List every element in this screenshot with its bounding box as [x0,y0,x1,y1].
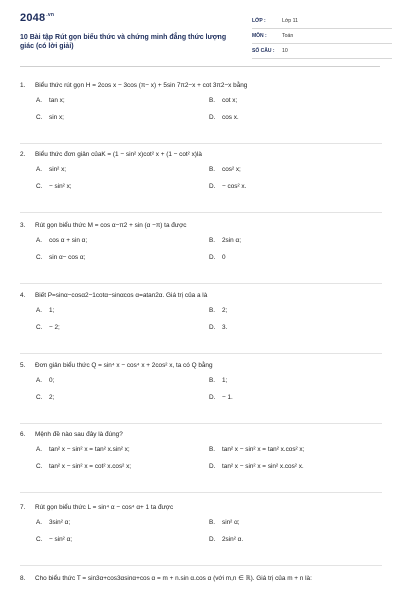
question-1 [20,82,382,144]
option-d[interactable] [209,536,382,553]
option-label: D. [209,254,216,261]
option-d[interactable] [209,463,382,480]
option-label: C. [36,324,43,331]
option-text: 1; [49,307,55,314]
question-number: 2. [20,151,26,158]
meta-value: Lớp 11 [282,18,298,24]
option-c[interactable] [36,394,209,411]
option-a[interactable] [36,519,209,536]
option-label: B. [209,97,216,104]
question-stem [20,362,382,370]
option-text: 3. [222,324,228,331]
question-text: Rút gọn biểu thức L = sin⁴ α − cos⁴ α+ 1 ta được [35,504,174,511]
options [20,97,382,131]
question-number: 8. [20,575,26,582]
option-a[interactable] [36,446,209,463]
option-text: − sin² α; [49,536,73,543]
option-text: 3sin² α; [49,519,71,526]
option-c[interactable] [36,254,209,271]
option-label: A. [36,377,43,384]
option-c[interactable] [36,536,209,553]
question-7 [20,504,382,566]
option-text: 1; [222,377,228,384]
option-b[interactable] [209,97,382,114]
option-label: C. [36,394,43,401]
question-divider [20,143,382,144]
question-stem [20,504,382,512]
meta-row-subject [252,29,392,44]
option-text: 2; [49,394,55,401]
option-label: B. [209,307,216,314]
question-divider [20,353,382,354]
option-label: D. [209,114,216,121]
option-label: A. [36,446,43,453]
option-text: sin x; [49,114,64,121]
option-b[interactable] [209,446,382,463]
question-2 [20,151,382,213]
option-d[interactable] [209,254,382,271]
question-number: 7. [20,504,26,511]
option-d[interactable] [209,183,382,200]
question-text: Rút gọn biểu thức M = cos α−π2 + sin (α −π) ta được [35,222,187,229]
header-divider [20,66,380,67]
question-number: 6. [20,431,26,438]
option-label: D. [209,183,216,190]
question-divider [20,283,382,284]
option-a[interactable] [36,377,209,394]
option-text: tan² x − sin² x = tan² x.sin² x; [49,446,130,453]
options [20,237,382,271]
question-text: Biết P=sinα−cosα2−1cotα−sinαcos α=atan2α. Giá trị của a là [35,292,208,299]
question-text: Cho biểu thức T = sin3α+cos3αsinα+cos α = m + n.sin α.cos α (với m,n ∈ ℝ). Giá trị của m + n là: [35,575,312,582]
option-c[interactable] [36,463,209,480]
option-label: C. [36,183,43,190]
option-text: sin² α; [222,519,240,526]
meta-value: Toán [282,33,294,39]
options [20,377,382,411]
question-4 [20,292,382,354]
option-a[interactable] [36,307,209,324]
option-label: A. [36,166,43,173]
option-d[interactable] [209,114,382,131]
question-divider [20,492,382,493]
option-text: cos x. [222,114,239,121]
option-label: C. [36,114,43,121]
options [20,307,382,341]
option-text: sin² x; [49,166,67,173]
option-c[interactable] [36,324,209,341]
option-label: B. [209,446,216,453]
option-b[interactable] [209,519,382,536]
options [20,519,382,553]
question-text: Biểu thức đơn giản củaK = (1 − sin² x)cot² x + (1 − cot² x)là [35,151,202,158]
option-text: cos² x; [222,166,241,173]
option-label: D. [209,324,216,331]
option-label: D. [209,536,216,543]
question-stem [20,292,382,300]
question-6 [20,431,382,493]
option-c[interactable] [36,183,209,200]
option-text: 2sin² α. [222,536,244,543]
question-divider [20,423,382,424]
option-text: cos α + sin α; [49,237,88,244]
option-a[interactable] [36,166,209,183]
question-divider [20,565,382,566]
option-text: tan² x − sin² x = cot² x.cos² x; [49,463,132,470]
option-label: D. [209,463,216,470]
option-b[interactable] [209,377,382,394]
options [20,446,382,480]
document-title: 10 Bài tập Rút gọn biểu thức và chứng minh đẳng thức lượng giác (có lời giải) [20,34,227,50]
option-text: 2sin α; [222,237,241,244]
meta-info [252,14,392,59]
option-label: A. [36,237,43,244]
option-a[interactable] [36,97,209,114]
question-stem [20,151,382,159]
option-label: A. [36,97,43,104]
option-text: 0; [49,377,55,384]
option-d[interactable] [209,324,382,341]
meta-label: LỚP : [252,18,266,24]
option-text: tan² x − sin² x = sin² x.cos² x. [222,463,304,470]
question-text: Mệnh đề nào sau đây là đúng? [35,431,123,438]
question-text: Biểu thức rút gọn H = 2cos x − 3cos (π− x) + 5sin 7π2−x + cot 3π2−x bằng [35,82,248,89]
question-number: 5. [20,362,26,369]
meta-row-class [252,14,392,29]
question-stem [20,431,382,439]
option-label: C. [36,254,43,261]
logo-text: 2048 [20,12,46,24]
option-text: tan² x − sin² x = tan² x.cos² x; [222,446,305,453]
option-d[interactable] [209,394,382,411]
options [20,166,382,200]
question-8 [20,575,382,597]
question-stem [20,82,382,90]
logo-suffix: .vn [46,12,55,18]
option-text: − 2; [49,324,60,331]
option-text: − 1. [222,394,233,401]
option-label: C. [36,536,43,543]
option-label: B. [209,237,216,244]
option-label: B. [209,519,216,526]
question-stem [20,575,382,583]
meta-value: 10 [282,48,288,54]
option-c[interactable] [36,114,209,131]
meta-row-count [252,44,392,59]
question-3 [20,222,382,284]
question-stem [20,222,382,230]
option-label: B. [209,377,216,384]
meta-label: SỐ CÂU : [252,48,275,54]
option-b[interactable] [209,166,382,183]
question-5 [20,362,382,424]
site-logo[interactable] [20,12,54,24]
option-label: A. [36,307,43,314]
option-label: A. [36,519,43,526]
option-text: − cos² x. [222,183,247,190]
option-text: cot x; [222,97,238,104]
option-b[interactable] [209,307,382,324]
option-a[interactable] [36,237,209,254]
option-b[interactable] [209,237,382,254]
option-label: C. [36,463,43,470]
option-label: D. [209,394,216,401]
option-text: − sin² x; [49,183,72,190]
option-label: B. [209,166,216,173]
question-text: Đơn giản biểu thức Q = sin⁴ x − cos⁴ x + 2cos² x, ta có Q bằng [35,362,213,369]
meta-label: MÔN : [252,33,267,39]
option-text: 0 [222,254,226,261]
option-text: 2; [222,307,228,314]
option-text: tan x; [49,97,65,104]
question-number: 4. [20,292,26,299]
question-number: 3. [20,222,26,229]
option-text: sin α− cos α; [49,254,86,261]
question-divider [20,212,382,213]
question-number: 1. [20,82,26,89]
